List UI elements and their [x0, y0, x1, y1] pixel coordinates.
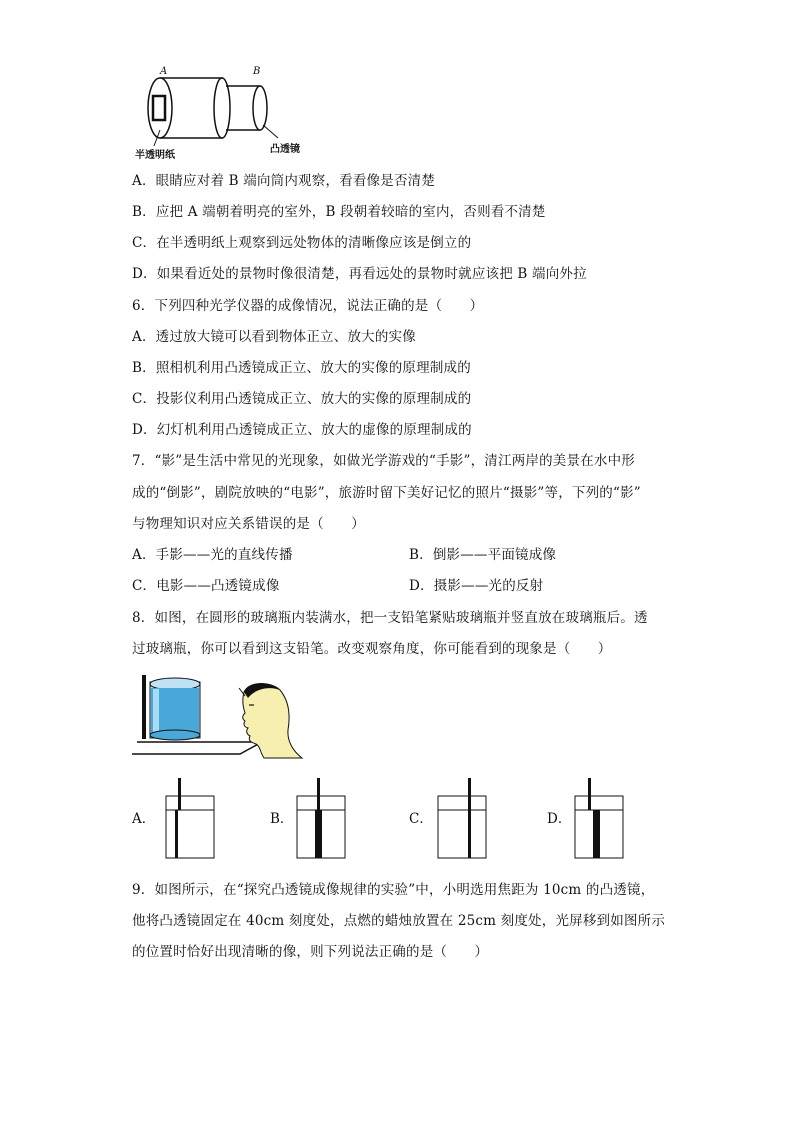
q6-stem: 6．下列四种光学仪器的成像情况，说法正确的是（ ） — [132, 298, 484, 314]
q9-stem-line-3: 的位置时恰好出现清晰的像，则下列说法正确的是（ ） — [132, 944, 489, 960]
q7-option-c: C．电影——凸透镜成像 — [132, 578, 280, 594]
label-a: A — [160, 66, 168, 77]
q8-option-d-letter: D． — [547, 811, 572, 827]
q7-option-b: B．倒影——平面镜成像 — [409, 547, 557, 563]
q8-option-b-figure — [296, 778, 348, 860]
q8-option-a-figure — [165, 778, 217, 860]
q9-stem-line-1: 9．如图所示，在“探究凸透镜成像规律的实验”中，小明选用焦距为 10cm 的凸透镜， — [132, 882, 655, 898]
q5-option-d: D．如果看近处的景物时像很清楚，再看远处的景物时就应该把 B 端向外拉 — [132, 266, 587, 282]
q8-option-d-figure — [574, 778, 626, 860]
q8-option-c-figure — [437, 778, 489, 860]
q7-stem-line-3: 与物理知识对应关系错误的是（ ） — [132, 516, 365, 532]
q7-option-d: D．摄影——光的反射 — [409, 578, 544, 594]
q6-option-d: D．幻灯机利用凸透镜成正立、放大的虚像的原理制成的 — [132, 422, 472, 438]
q5-option-c: C．在半透明纸上观察到远处物体的清晰像应该是倒立的 — [132, 235, 472, 251]
q6-option-c: C．投影仪利用凸透镜成正立、放大的实像的原理制成的 — [132, 391, 472, 407]
q8-stem-line-2: 过玻璃瓶，你可以看到这支铅笔。改变观察角度，你可能看到的现象是（ ） — [132, 641, 612, 657]
tube-camera-figure — [130, 60, 300, 160]
q8-stem-line-1: 8．如图，在圆形的玻璃瓶内装满水，把一支铅笔紧贴玻璃瓶并竖直放在玻璃瓶后。透 — [132, 610, 648, 626]
q7-option-a: A．手影——光的直线传播 — [132, 547, 293, 563]
label-convex-lens: 凸透镜 — [270, 144, 300, 155]
q6-option-a: A．透过放大镜可以看到物体正立、放大的实像 — [132, 329, 416, 345]
q8-option-a-letter: A． — [132, 811, 156, 827]
glass-pencil-observer-figure — [132, 672, 304, 762]
q9-stem-line-2: 他将凸透镜固定在 40cm 刻度处，点燃的蜡烛放置在 25cm 刻度处，光屏移到如图所示 — [132, 913, 666, 929]
q5-option-a: A．眼睛应对着 B 端向筒内观察，看看像是否清楚 — [132, 173, 436, 189]
label-translucent-paper: 半透明纸 — [135, 150, 175, 161]
q7-stem-line-2: 成的“倒影”，剧院放映的“电影”，旅游时留下美好记忆的照片“摄影”等，下列的“影” — [132, 485, 641, 501]
glass-pencil-observer-drawing — [132, 672, 304, 762]
q7-stem-line-1: 7．“影”是生活中常见的光现象，如做光学游戏的“手影”，清江两岸的美景在水中形 — [132, 453, 635, 469]
q6-option-b: B．照相机利用凸透镜成正立、放大的实像的原理制成的 — [132, 360, 471, 376]
q8-option-b-letter: B． — [270, 811, 294, 827]
q5-option-b: B．应把 A 端朝着明亮的室外，B 段朝着较暗的室内，否则看不清楚 — [132, 204, 546, 220]
pencil-shape — [142, 675, 146, 739]
q8-option-c-letter: C． — [409, 811, 433, 827]
label-b: B — [253, 66, 261, 77]
